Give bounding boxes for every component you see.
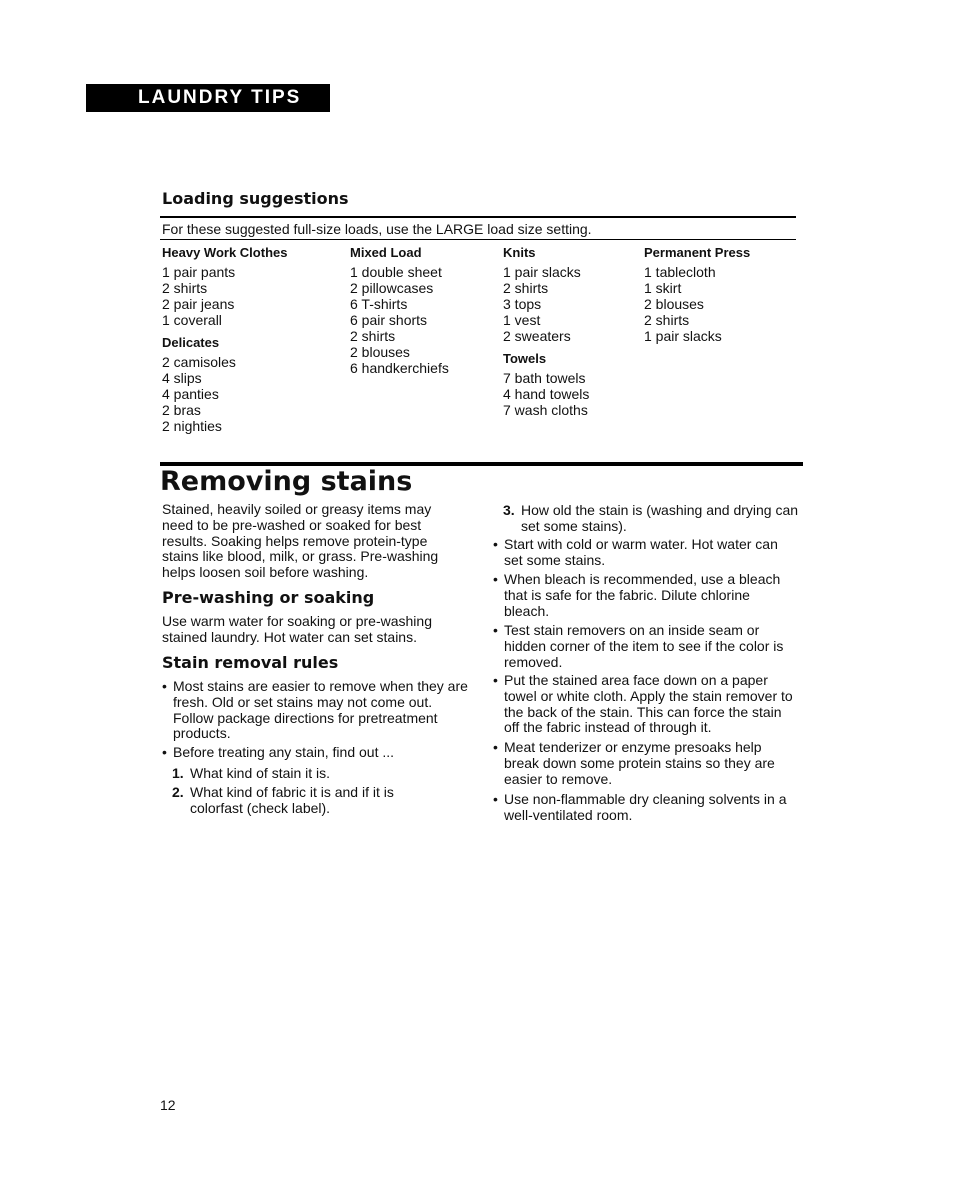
item-text: What kind of fabric it is and if it is colorfast (check label).: [190, 784, 394, 816]
intro-paragraph: Stained, heavily soiled or greasy items may need to be pre-washed or soaked for best results. Soaking helps remove protein-type stains like blood, milk, or grass. Pre-washing helps loosen soil before washing.: [162, 501, 439, 581]
divider: [160, 239, 796, 240]
list-item: 4 slips: [162, 370, 202, 386]
section-banner: [86, 84, 330, 112]
bullet-item: • Before treating any stain, find out ...: [162, 745, 473, 761]
list-item: 6 T-shirts: [350, 296, 408, 312]
list-item: 2 shirts: [644, 312, 690, 328]
numbered-item: [503, 502, 806, 534]
section-banner-label: LAUNDRY TIPS: [138, 87, 302, 108]
list-item: 2 sweaters: [503, 328, 571, 344]
bullet-item: • Meat tenderizer or enzyme presoaks help break down some protein stains so they are easier to remove.: [493, 740, 794, 787]
bullet-item: • Start with cold or warm water. Hot water can set some stains.: [493, 537, 794, 569]
list-item: 1 pair slacks: [503, 264, 581, 280]
column-title: Towels: [503, 351, 547, 366]
section-title: Removing stains: [160, 466, 413, 497]
list-item: 6 handkerchiefs: [350, 360, 449, 376]
list-item: 2 nighties: [162, 418, 222, 434]
item-text: How old the stain is (washing and drying can set some stains).: [521, 502, 799, 534]
bullet-item: • Test stain removers on an inside seam or hidden corner of the item to see if the color is removed.: [493, 623, 799, 670]
loading-heading: Loading suggestions: [162, 189, 349, 208]
column-title: Delicates: [162, 335, 220, 350]
permanent-column: [644, 245, 750, 344]
mixed-column: [350, 245, 449, 376]
list-item: 7 bath towels: [503, 370, 586, 386]
item-number: 1.: [172, 765, 184, 781]
rules-heading: Stain removal rules: [162, 653, 339, 672]
bullet-item: • Put the stained area face down on a paper towel or white cloth. Apply the stain remover to the back of the stain. This can force the stain off the fabric instead of through it.: [493, 673, 794, 736]
heavy-column: [162, 245, 287, 434]
bullet-item: • When bleach is recommended, use a bleach that is safe for the fabric. Dilute chlorine bleach.: [493, 572, 794, 619]
list-item: 7 wash cloths: [503, 402, 588, 418]
column-title: Mixed Load: [350, 245, 422, 260]
list-item: 6 pair shorts: [350, 312, 428, 328]
prewash-heading: Pre-washing or soaking: [162, 588, 375, 607]
item-number: 2.: [172, 784, 184, 800]
item-number: 3.: [503, 502, 515, 518]
list-item: 2 shirts: [350, 328, 396, 344]
list-item: 2 blouses: [350, 344, 410, 360]
list-item: 2 blouses: [644, 296, 704, 312]
list-item: 2 shirts: [162, 280, 208, 296]
column-title: Knits: [503, 245, 536, 260]
list-item: 1 skirt: [644, 280, 682, 296]
numbered-item: [172, 765, 475, 781]
list-item: 1 coverall: [162, 312, 222, 328]
list-item: 1 double sheet: [350, 264, 442, 280]
loading-note: For these suggested full-size loads, use the LARGE load size setting.: [162, 221, 592, 237]
list-item: 4 hand towels: [503, 386, 590, 402]
divider: [160, 216, 796, 218]
column-title: Heavy Work Clothes: [162, 245, 288, 260]
knits-column: [503, 245, 589, 418]
list-item: 2 shirts: [503, 280, 549, 296]
bullet-item: • Use non-flammable dry cleaning solvents in a well-ventilated room.: [493, 792, 794, 824]
list-item: 2 pillowcases: [350, 280, 434, 296]
numbered-item: [172, 784, 435, 816]
list-item: 2 bras: [162, 402, 201, 418]
list-item: 4 panties: [162, 386, 219, 402]
list-item: 2 camisoles: [162, 354, 236, 370]
list-item: 1 pair pants: [162, 264, 236, 280]
list-item: 1 pair slacks: [644, 328, 722, 344]
bullet-item: • Most stains are easier to remove when they are fresh. Old or set stains may not come out. Follow package directions for pretreatment products.: [162, 679, 473, 742]
column-title: Permanent Press: [644, 245, 751, 260]
list-item: 1 vest: [503, 312, 541, 328]
prewash-paragraph: Use warm water for soaking or pre-washing stained laundry. Hot water can set stains.: [162, 613, 432, 645]
page-number: 12: [160, 1097, 176, 1113]
list-item: 3 tops: [503, 296, 542, 312]
list-item: 2 pair jeans: [162, 296, 235, 312]
list-item: 1 tablecloth: [644, 264, 716, 280]
item-text: What kind of stain it is.: [190, 765, 331, 781]
